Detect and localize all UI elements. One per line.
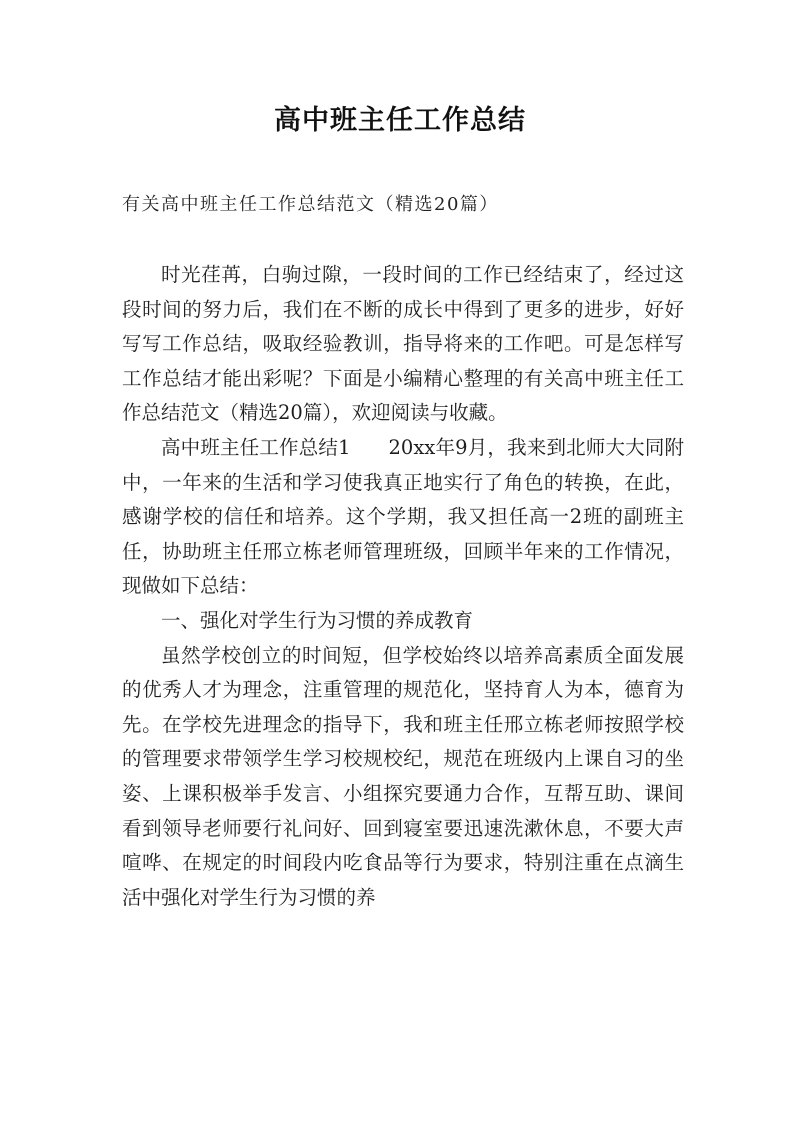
section-1-heading: 高中班主任工作总结1 [161, 435, 351, 459]
section-1-paragraph [122, 431, 684, 604]
section-1-text: 20xx年9月，我来到北师大大同附中，一年来的生活和学习使我真正地实行了角色的转换，在此，感谢学校的信任和培养。这个学期，我又担任高一2班的副班主任，协助班主任邢立栋老师管理班级，回顾半年来的工作情况，现做如下总结： [122, 435, 684, 598]
document-subtitle: 有关高中班主任工作总结范文（精选20篇） [122, 194, 499, 215]
document-body [122, 258, 684, 915]
intro-paragraph: 时光荏苒，白驹过隙，一段时间的工作已经结束了，经过这段时间的努力后，我们在不断的成长中得到了更多的进步，好好写写工作总结，吸取经验教训，指导将来的工作吧。可是怎样写工作总结才能出彩呢？下面是小编精心整理的有关高中班主任工作总结范文（精选20篇），欢迎阅读与收藏。 [122, 263, 684, 425]
subheading-1: 一、强化对学生行为习惯的养成教育 [161, 608, 474, 632]
document-title: 高中班主任工作总结 [274, 105, 526, 136]
body-paragraph-last: 虽然学校创立的时间短，但学校始终以培养高素质全面发展的优秀人才为理念，注重管理的规范化，坚持育人为本，德育为先。在学校先进理念的指导下，我和班主任邢立栋老师按照学校的管理要求带领学生学习校规校纪，规范在班级内上课自习的坐姿、上课积极举手发言、小组探究要通力合作，互帮互助、课间看到领导老师要行礼问好、回到寝室要迅速洗漱休息，不要大声喧哗、在规定的时间段内吃食品等行为要求，特别注重在点滴生活中强化对学生行为习惯的养 [122, 643, 684, 909]
